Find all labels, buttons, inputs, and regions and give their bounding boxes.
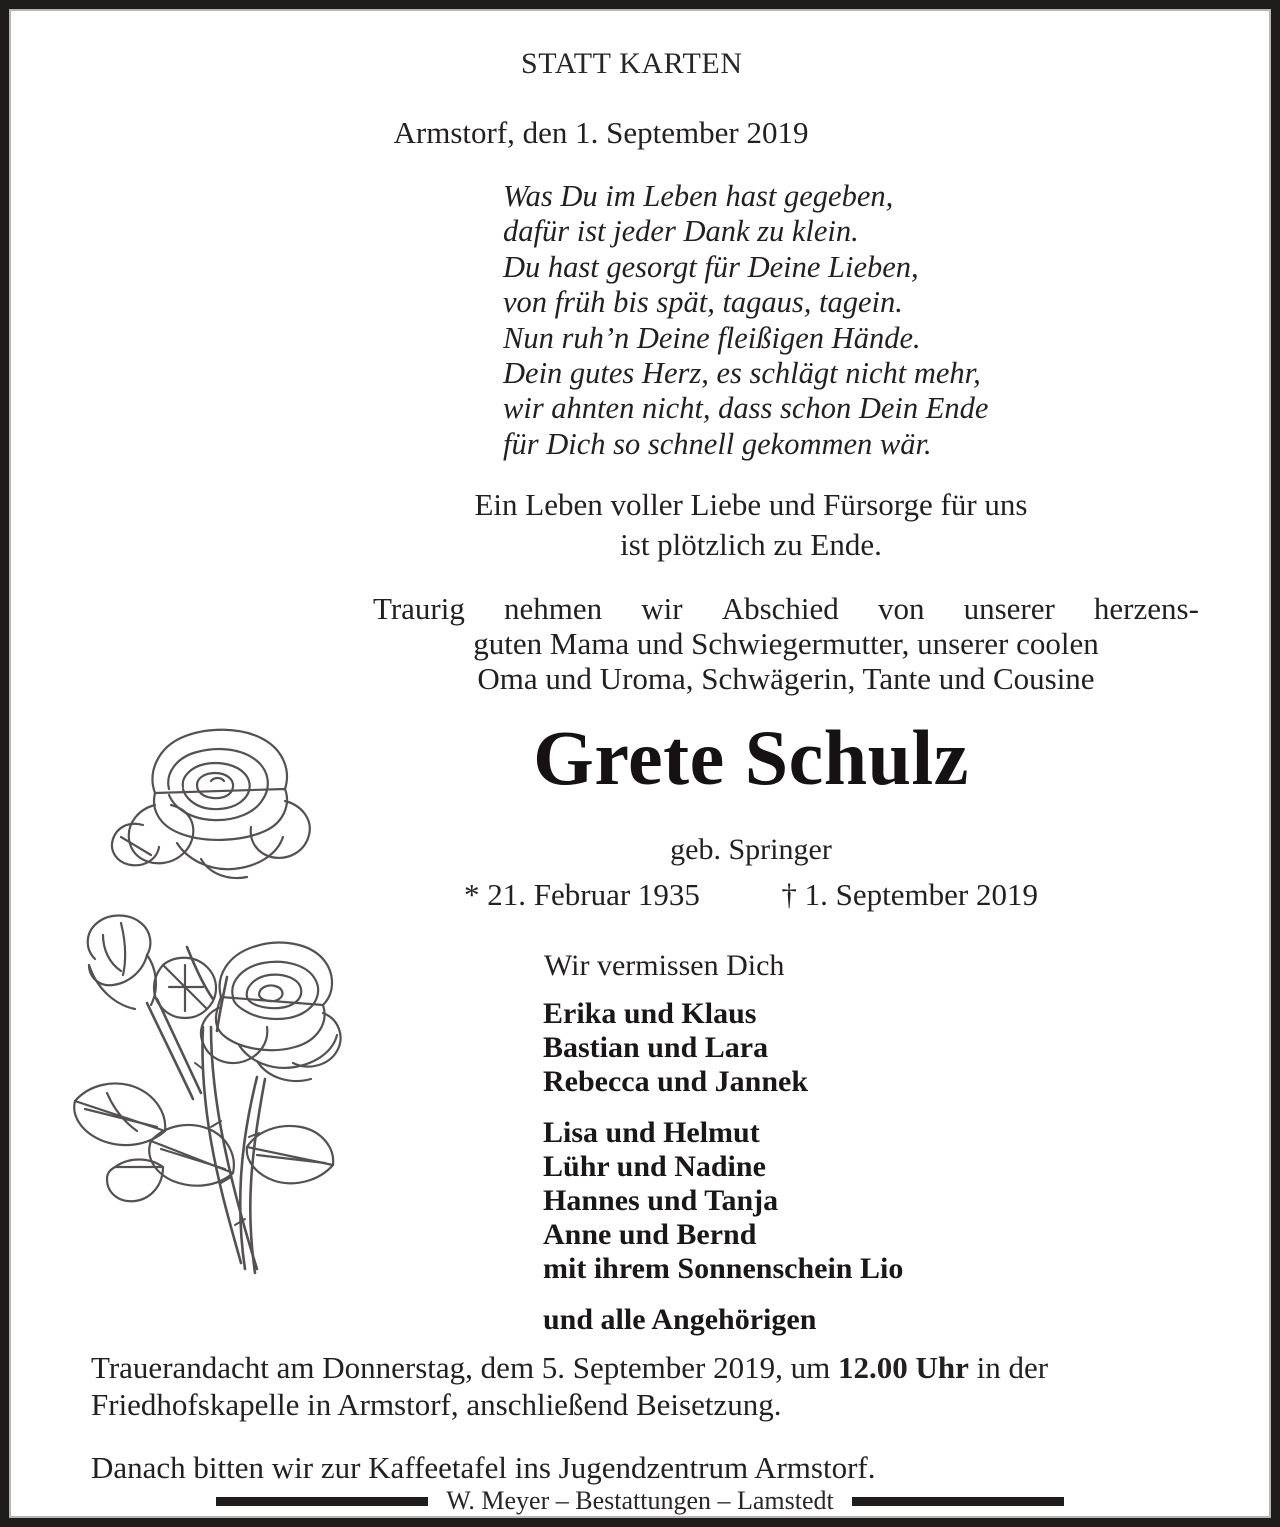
ceremony-time: 12.00 Uhr: [837, 1350, 969, 1385]
mourner-line: mit ihrem Sonnenschein Lio: [543, 1252, 904, 1285]
farewell-word: nehmen: [504, 591, 603, 626]
mourner-line: Lisa und Helmut: [543, 1116, 760, 1149]
mourner-line: Lühr und Nadine: [543, 1150, 766, 1183]
footer-rule-right: [852, 1497, 1064, 1506]
ceremony-details: [91, 1349, 1196, 1486]
mourners-list: [543, 997, 903, 1337]
mourner-group: [543, 1303, 903, 1337]
poem-line: dafür ist jeder Dank zu klein.: [503, 214, 859, 249]
notice-paper: [11, 11, 1269, 1516]
ceremony-paragraph-2: Danach bitten wir zur Kaffeetafel ins Jugendzentrum Armstorf.: [91, 1450, 876, 1485]
mourner-line: Hannes und Tanja: [543, 1184, 779, 1217]
memorial-poem: [503, 179, 988, 462]
farewell-line-3: Oma und Uroma, Schwägerin, Tante und Cousine: [477, 661, 1095, 696]
poem-line: Dein gutes Herz, es schlägt nicht mehr,: [503, 356, 981, 391]
poem-line: Nun ruh’n Deine fleißigen Hände.: [503, 320, 921, 355]
lead-line-1: Ein Leben voller Liebe und Fürsorge für uns: [474, 487, 1028, 522]
farewell-word: herzens-: [1093, 591, 1199, 626]
farewell-line-2: guten Mama und Schwiegermutter, unserer coolen: [473, 626, 1099, 661]
farewell-word: Abschied: [721, 591, 839, 626]
poem-line: Was Du im Leben hast gegeben,: [503, 179, 894, 213]
lead-line-2: ist plötzlich zu Ende.: [620, 527, 882, 562]
mourners-intro: Wir vermissen Dich: [544, 949, 785, 982]
farewell-word: wir: [641, 591, 683, 626]
statt-karten-label: STATT KARTEN: [521, 47, 743, 80]
mourner-line: Rebecca und Jannek: [543, 1065, 809, 1098]
poem-line: von früh bis spät, tagaus, tagein.: [503, 285, 903, 320]
ceremony-text-after-time: in der Friedhofskapelle in Armstorf, anschließend Beisetzung.: [91, 1350, 1049, 1422]
mourner-line: und alle Angehörigen: [543, 1303, 817, 1336]
mourner-line: Anne und Bernd: [543, 1218, 757, 1251]
life-dates: [311, 877, 1191, 913]
place-and-date: Armstorf, den 1. September 2019: [393, 115, 809, 150]
mourner-line: Bastian und Lara: [543, 1031, 769, 1064]
footer-rule-left: [216, 1497, 428, 1506]
farewell-paragraph: [373, 591, 1199, 696]
rose-bouquet-icon: [51, 697, 351, 1297]
death-date: † 1. September 2019: [781, 877, 1038, 912]
ceremony-text-before-time: Trauerandacht am Donnerstag, dem 5. September 2019, um: [91, 1350, 838, 1385]
mourner-line: Erika und Klaus: [543, 997, 757, 1030]
mourner-group: [543, 997, 903, 1099]
undertaker-name: W. Meyer – Bestattungen – Lamstedt: [446, 1486, 834, 1515]
farewell-word: von: [877, 591, 925, 626]
poem-line: Du hast gesorgt für Deine Lieben,: [503, 249, 919, 284]
farewell-word: Traurig: [373, 591, 465, 626]
poem-line: für Dich so schnell gekommen wär.: [503, 426, 932, 461]
deceased-maiden-name: geb. Springer: [670, 833, 832, 866]
birth-date: * 21. Februar 1935: [464, 877, 700, 912]
mourner-group: [543, 1116, 903, 1286]
farewell-line-1: [373, 591, 1199, 626]
lead-statement: [311, 485, 1191, 565]
deceased-name: Grete Schulz: [533, 714, 969, 801]
farewell-word: unserer: [963, 591, 1055, 626]
poem-line: wir ahnten nicht, dass schon Dein Ende: [503, 391, 989, 426]
undertaker-footer: [11, 1488, 1269, 1514]
ceremony-paragraph-1: [91, 1349, 1196, 1423]
